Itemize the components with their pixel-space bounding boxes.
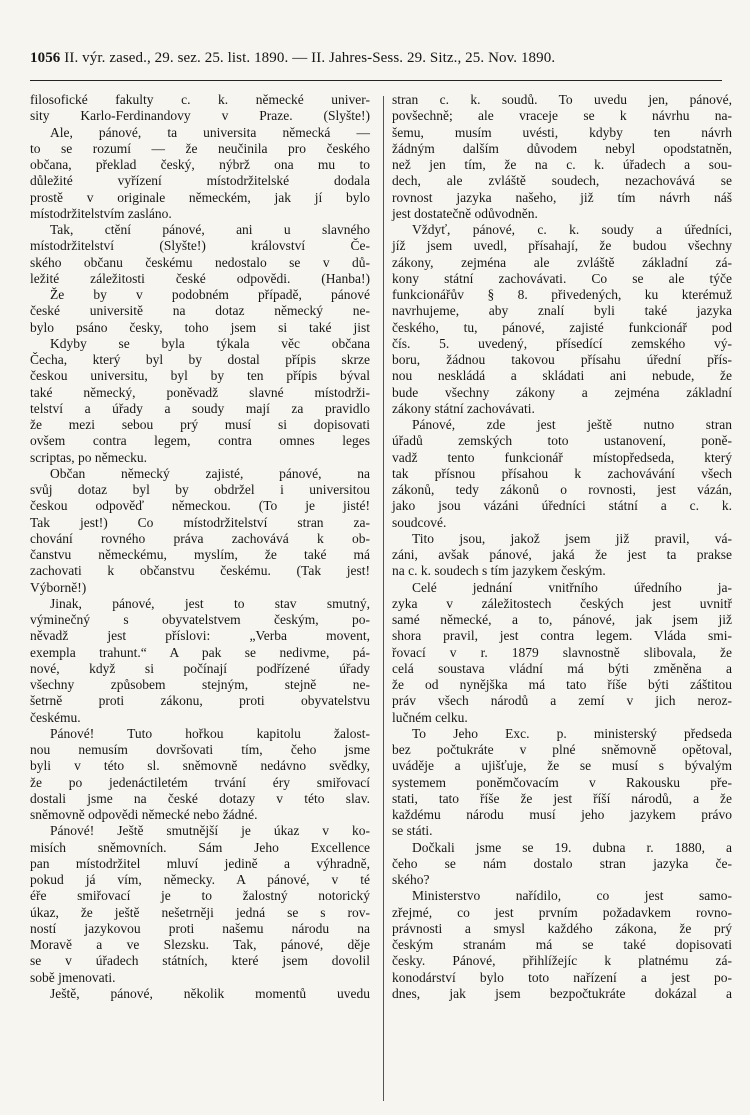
text-line: uváděje a ujišťuje, že se musí s bývalým [392,758,732,774]
text-line: všechny způsobem stejným, stejně ne- [30,677,370,692]
text-line: Kdyby se byla týkala věc občana [50,335,370,351]
text-line: stran c. k. soudů. To uvedu jen, pánové, [392,92,732,107]
text-line: právnosti a smysl každého zákona, že prý [392,920,732,936]
text-line: misích sněmovních. Sám Jeho Excellence [30,839,370,855]
text-line: Ministerstvo nařídilo, co jest samo- [412,888,732,904]
text-line: ovšem contra legem, contra omnes leges [30,433,370,449]
text-line: navrhujeme, aby znalí byli také jazyka [392,303,732,319]
text-line: svůj dotaz byl by obdržel i universitou [30,482,370,497]
text-line: čís. 5. uvedený, přísedící zemského vý- [392,335,732,351]
text-line: ností jazykovou proti našemu národu na [30,920,370,936]
text-line: Občan německý zajisté, pánové, na [50,465,370,481]
text-line: filosofické fakulty c. k. německé univer- [30,92,370,107]
text-line: Pánové, zde jest ještě nutno stran [412,417,732,432]
text-line: Tak, ctění pánové, ani u slavného [50,222,370,237]
text-line: shora pravil, jest contra legem. Vláda smi- [392,628,732,644]
text-line: než jen tím, že na c. k. úřadech a sou- [392,157,732,172]
header-german-session: II. Jahres-Sess. 29. Sitz., 25. Nov. 1890. [311,50,556,66]
running-header [30,50,722,67]
text-line: Pánové! Tuto hořkou kapitolu žalost- [50,725,370,741]
text-line: nou nemusím dovršovati tím, čeho jsme [30,742,370,757]
text-line: českou odpověď německou. (To je jisté! [30,498,370,514]
text-line: scriptas, po německu. [30,449,147,465]
text-line: záni, avšak pánové, jaká že jest ta prakse [392,547,732,562]
text-line: Že by v podobném případě, pánové [50,287,370,302]
text-line: dech, ale zvláště soudech, nezachovává se [392,173,732,189]
page-number: 1056 [30,50,61,66]
text-line: místodržitelství (Slyšte!) království Če- [30,238,370,254]
text-line: zákony státní zachovávati. [392,400,535,416]
text-line: české universitě na dotaz německý ne- [30,303,370,319]
text-line: žádným dalším důvodem nebyl opodstatněn, [392,140,732,156]
text-line: jako jsou vázáni úředníci státní a c. k. [392,498,732,514]
text-line: To Jeho Exc. p. ministerský předseda [412,725,732,741]
text-line: ského? [392,872,430,887]
text-line: se státi. [392,823,433,839]
text-line: prostě v originale německém, jak jí bylo [30,189,370,205]
text-line: Pánové! Ještě smutnější je úkaz v ko- [50,823,370,839]
text-line: sobě jmenovati. [30,969,116,985]
text-line: občana, překlad český, nýbrž ona mu to [30,157,370,172]
text-line: samé německé, a to, pánové, jak jsem již [392,612,732,627]
text-line: tak přísnou přísahou k zachovávání všech [392,465,732,481]
text-line: bude všechny zákony a zejména základní [392,384,732,400]
text-line: dnes, jak jsem bezpočtukráte dokázal a [392,985,732,1001]
text-line: Dočkali jsme se 19. dubna r. 1880, a [412,839,732,855]
text-line: exempla trahunt.“ A pak se nedivme, pá- [30,644,370,660]
text-line: chování rovného práva zachovává k ob- [30,530,370,546]
text-line: že od nynějška má tato říše býti záštitou [392,677,732,692]
text-line: Jinak, pánové, jest to stav smutný, [50,595,370,611]
text-line: zyka v záležitostech českých jest uvnitř [392,595,732,611]
column-divider [383,96,384,1101]
text-line: se v úřadech státních, které jsem dovolil [30,953,370,969]
text-line: rovnost jazyka našeho, již tím návrh náš [392,189,732,205]
text-line: pokud já vím, německy. A pánové, v té [30,872,370,887]
text-line: éře smiřovací je to žalostný notorický [30,888,370,904]
text-line: stati, tato říše že jest říší národů, a že [392,790,732,806]
text-line: ležité záležitosti české odpovědi. (Hanba!) [30,270,370,286]
text-line: úkaz, že ještě nešetrněji jedná se s rov- [30,904,370,920]
text-line: kony státní zachovávati. Co se ale týče [392,270,732,286]
text-line: povšechně; ale vraceje se k návrhu na- [392,108,732,124]
text-line: boru, žádnou takovou přísahu úřední přís- [392,352,732,367]
text-line: Tito jsou, jakož jsem již pravil, vá- [412,530,732,546]
header-czech-session: II. výr. zased., 29. sez. 25. list. 1890. [64,50,289,66]
text-line: něvadž jest příslovi: „Verba movent, [30,628,370,644]
text-line: Moravě a ve Slezsku. Tak, pánové, děje [30,937,370,952]
text-line: že mezi sebou prý musí si dopisovati [30,417,370,432]
text-line: řovací v r. 1879 slavnostně slibovala, že [392,644,732,660]
text-line: zachovati k občanstvu českému. (Tak jest! [30,563,370,579]
header-separator: — [292,50,308,66]
text-line: bez počtukráte v plné sněmovně opětoval, [392,742,732,757]
text-line: to se rozumí — že neučinila pro českého [30,140,370,156]
text-line: že po jedenáctiletém trvání éry smiřovací [30,774,370,790]
text-line: sity Karlo-Ferdinandovy v Praze. (Slyšte!) [30,108,370,124]
text-line: českou universitu, byl by ten přípis býval [30,368,370,384]
text-line: šemu, musím uvésti, kdyby ten návrh [392,124,732,140]
text-line: zřejmé, co jest prvním požadavkem rovno- [392,904,732,920]
text-line: česky. Pánové, přihlížejíc k platnému zá- [392,953,732,969]
text-line: šetrně proti zákonu, proti obyvatelstvu [30,693,370,709]
text-line: Ale, pánové, ta universita německá — [50,124,370,140]
text-line: Výborně!) [30,579,87,595]
text-line: Čecha, který byl by dostal přípis skrze [30,352,370,367]
text-line: práv všech národů a zemí v jich neroz- [392,693,732,709]
text-line: důležité vyřízení místodržitelské dodala [30,173,370,189]
text-line: českého, tu, pánové, zajisté funkcionář pod [392,319,732,335]
text-line: Celé jednání vnitřního úředního ja- [412,579,732,595]
text-line: soudcové. [392,514,447,530]
text-line: byli v této sl. sněmovně nedávno svědky, [30,758,370,774]
text-line: celá soustava vládní má býti změněna a [392,660,732,676]
right-column [392,92,732,1002]
text-line: jest dostatečně odůvodněn. [392,205,538,221]
text-line: Vždyť, pánové, c. k. soudy a úředníci, [412,222,732,237]
text-line: také německý, poněvadž slavné místodrži- [30,384,370,400]
text-line: čeho se nám dostalo stran jazyka če- [392,855,732,871]
text-line: čanstvu německému, myslím, že také má [30,547,370,562]
text-line: konodárství bylo toto nařízení a jest po- [392,969,732,985]
text-line: zákonů, tedy zákonů o rovnosti, jest vázán, [392,482,732,497]
text-line: na c. k. soudech s tím jazykem českým. [392,563,606,579]
text-line: nové, když si počínají podřízené úřady [30,660,370,676]
text-line: lučném celku. [392,709,468,725]
text-line: českým stranám má se také dopisovati [392,937,732,952]
text-line: jíž jsem uvedl, přísahají, že budou všechny [392,238,732,254]
text-line: zákony, zejména ale zvláště základní zá- [392,254,732,270]
text-line: vadž tento funkcionář místopředseda, který [392,449,732,465]
text-line: pan místodržitel mluví jedině a výhradně, [30,855,370,871]
text-line: systemem poněmčovacím v Rakousku pře- [392,774,732,790]
text-line: ského občanu českému nedostalo se v dů- [30,254,370,270]
text-line: Ještě, pánové, několik momentů uvedu [50,985,370,1001]
text-line: dostali jsme na české dotazy v této slav. [30,790,370,806]
text-line: výminečný s obyvatelstvem českým, po- [30,612,370,627]
text-line: sněmovně odpovědi německé nebo žádné. [30,807,258,822]
text-line: českému. [30,709,81,725]
text-line: každému národu musí jeho jazykem právo [392,807,732,822]
text-line: bylo psáno česky, toho jsem si také jist [30,319,370,335]
text-line: nou neskládá a skládati ani nebude, že [392,368,732,384]
text-line: funkcionářův § 8. přivedených, ku kterémuž [392,287,732,302]
text-line: telství a úřady a soudy mají za pravidlo [30,400,370,416]
left-column [30,92,370,1002]
text-line: Tak jest!) Co místodržitelství stran za- [30,514,370,530]
text-line: místodržitelstvím zasláno. [30,205,172,221]
text-line: úřadů zemských toto ustanovení, poně- [392,433,732,449]
header-rule [30,80,722,81]
